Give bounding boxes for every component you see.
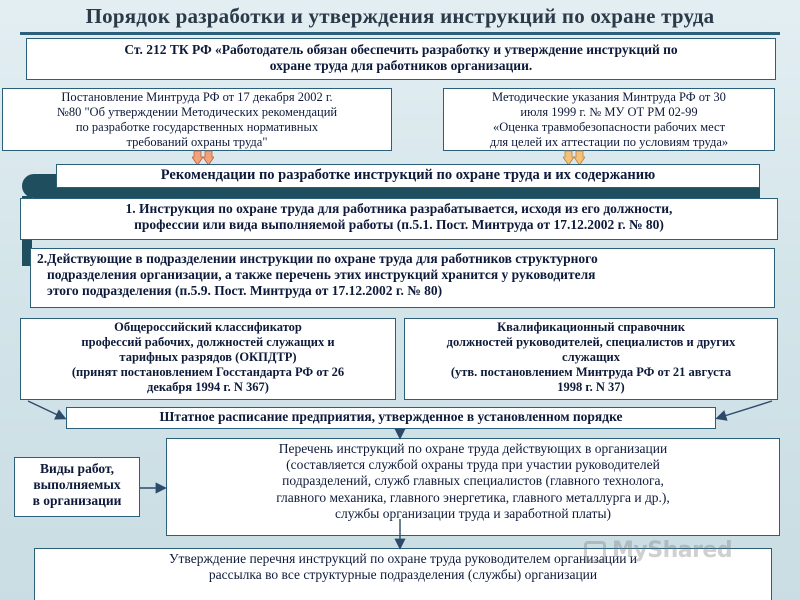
article-line-1: Ст. 212 ТК РФ «Работодатель обязан обеспечить разработку и утверждение инструкций по xyxy=(124,42,678,57)
instructions-list-line-1: Перечень инструкций по охране труда действующих в организации xyxy=(278,441,668,456)
work-types-box xyxy=(14,457,140,517)
handbook-line-3: служащих xyxy=(562,350,620,364)
point-2-box xyxy=(30,248,775,308)
page-title: Порядок разработки и утверждения инструкций по охране труда xyxy=(85,4,715,28)
work-types-line-3: в организации xyxy=(32,493,122,509)
approval-line-1: Утверждение перечня инструкций по охране труда руководителем организации и xyxy=(168,551,638,566)
handbook-line-2: должностей руководителей, специалистов и других xyxy=(446,335,736,349)
instructions-list-line-3: подразделений, служб главных специалистов (главного технолога, xyxy=(282,473,664,489)
resolution-left-line-3: по разработке государственных нормативных xyxy=(75,120,319,134)
handbook-line-4: (утв. постановлением Минтруда РФ от 21 августа xyxy=(450,365,732,379)
instructions-list-box xyxy=(166,438,780,536)
recommendations-banner xyxy=(56,164,760,188)
resolution-left-line-4: требований охраны труда" xyxy=(126,135,268,149)
classifier-line-3: тарифных разрядов (ОКПДТР) xyxy=(119,350,297,364)
title-underline xyxy=(20,32,780,35)
resolution-left-box xyxy=(2,88,392,151)
work-types-line-2: выполняемых xyxy=(33,477,121,493)
handbook-line-5: 1998 г. N 37) xyxy=(557,380,625,394)
instructions-list-line-2: (составляется службой охраны труда при участии руководителей xyxy=(286,457,660,473)
point-2-line-3: этого подразделения (п.5.9. Пост. Минтруда от 17.12.2002 г. № 80) xyxy=(47,283,443,299)
handbook-box xyxy=(404,318,778,400)
resolution-left-line-2: №80 "Об утверждении Методических рекомендаций xyxy=(56,105,338,119)
point-1-line-2: профессии или вида выполняемой работы (п.5.1. Пост. Минтруда от 17.12.2002 г. № 80) xyxy=(134,217,664,233)
work-types-line-1: Виды работ, xyxy=(40,461,114,476)
resolution-right-line-2: июля 1999 г. № МУ ОТ РМ 02-99 xyxy=(520,105,698,119)
staffing-text: Штатное расписание предприятия, утвержденное в установленном порядке xyxy=(159,409,623,424)
resolution-right-box xyxy=(443,88,775,151)
recommendations-banner-text: Рекомендации по разработке инструкций по охране труда и их содержанию xyxy=(160,167,656,183)
watermark: MyShared xyxy=(612,538,733,563)
point-1-box xyxy=(20,198,778,240)
staffing-box xyxy=(66,407,716,429)
classifier-line-5: декабря 1994 г. N 367) xyxy=(147,380,269,394)
point-2-line-2: подразделения организации, а также перечень этих инструкций хранится у руководителя xyxy=(47,267,596,283)
classifier-line-2: профессий рабочих, должностей служащих и xyxy=(81,335,335,349)
handbook-line-1: Квалификационный справочник xyxy=(497,320,685,334)
classifier-line-1: Общероссийский классификатор xyxy=(114,320,302,334)
resolution-right-line-3: «Оценка травмобезопасности рабочих мест xyxy=(492,120,726,134)
instructions-list-line-5: службы организации труда и заработной платы) xyxy=(334,505,612,521)
resolution-right-line-1: Методические указания Минтруда РФ от 30 xyxy=(492,90,726,104)
point-1-line-1: 1. Инструкция по охране труда для работника разрабатывается, исходя из его должности, xyxy=(125,201,673,216)
arrow-handbook-to-staffing xyxy=(718,401,772,418)
watermark-logo-icon xyxy=(584,541,606,563)
article-212-box xyxy=(26,38,776,80)
resolution-right-line-4: для целей их аттестации по условиям труда» xyxy=(489,135,729,149)
classifier-box xyxy=(20,318,396,400)
point-2-line-1: 2.Действующие в подразделении инструкции по охране труда для работников структурного xyxy=(37,251,598,266)
instructions-list-line-4: главного механика, главного энергетика, главного металлурга и др.), xyxy=(276,489,670,505)
article-line-2: охране труда для работников организации. xyxy=(269,58,533,74)
arrow-classifier-to-staffing xyxy=(28,401,64,418)
classifier-line-4: (принят постановлением Госстандарта РФ от 26 xyxy=(71,365,345,379)
approval-line-2: рассылка во все структурные подразделения (службы) организации xyxy=(208,567,598,583)
resolution-left-line-1: Постановление Минтруда РФ от 17 декабря 2002 г. xyxy=(61,90,333,104)
